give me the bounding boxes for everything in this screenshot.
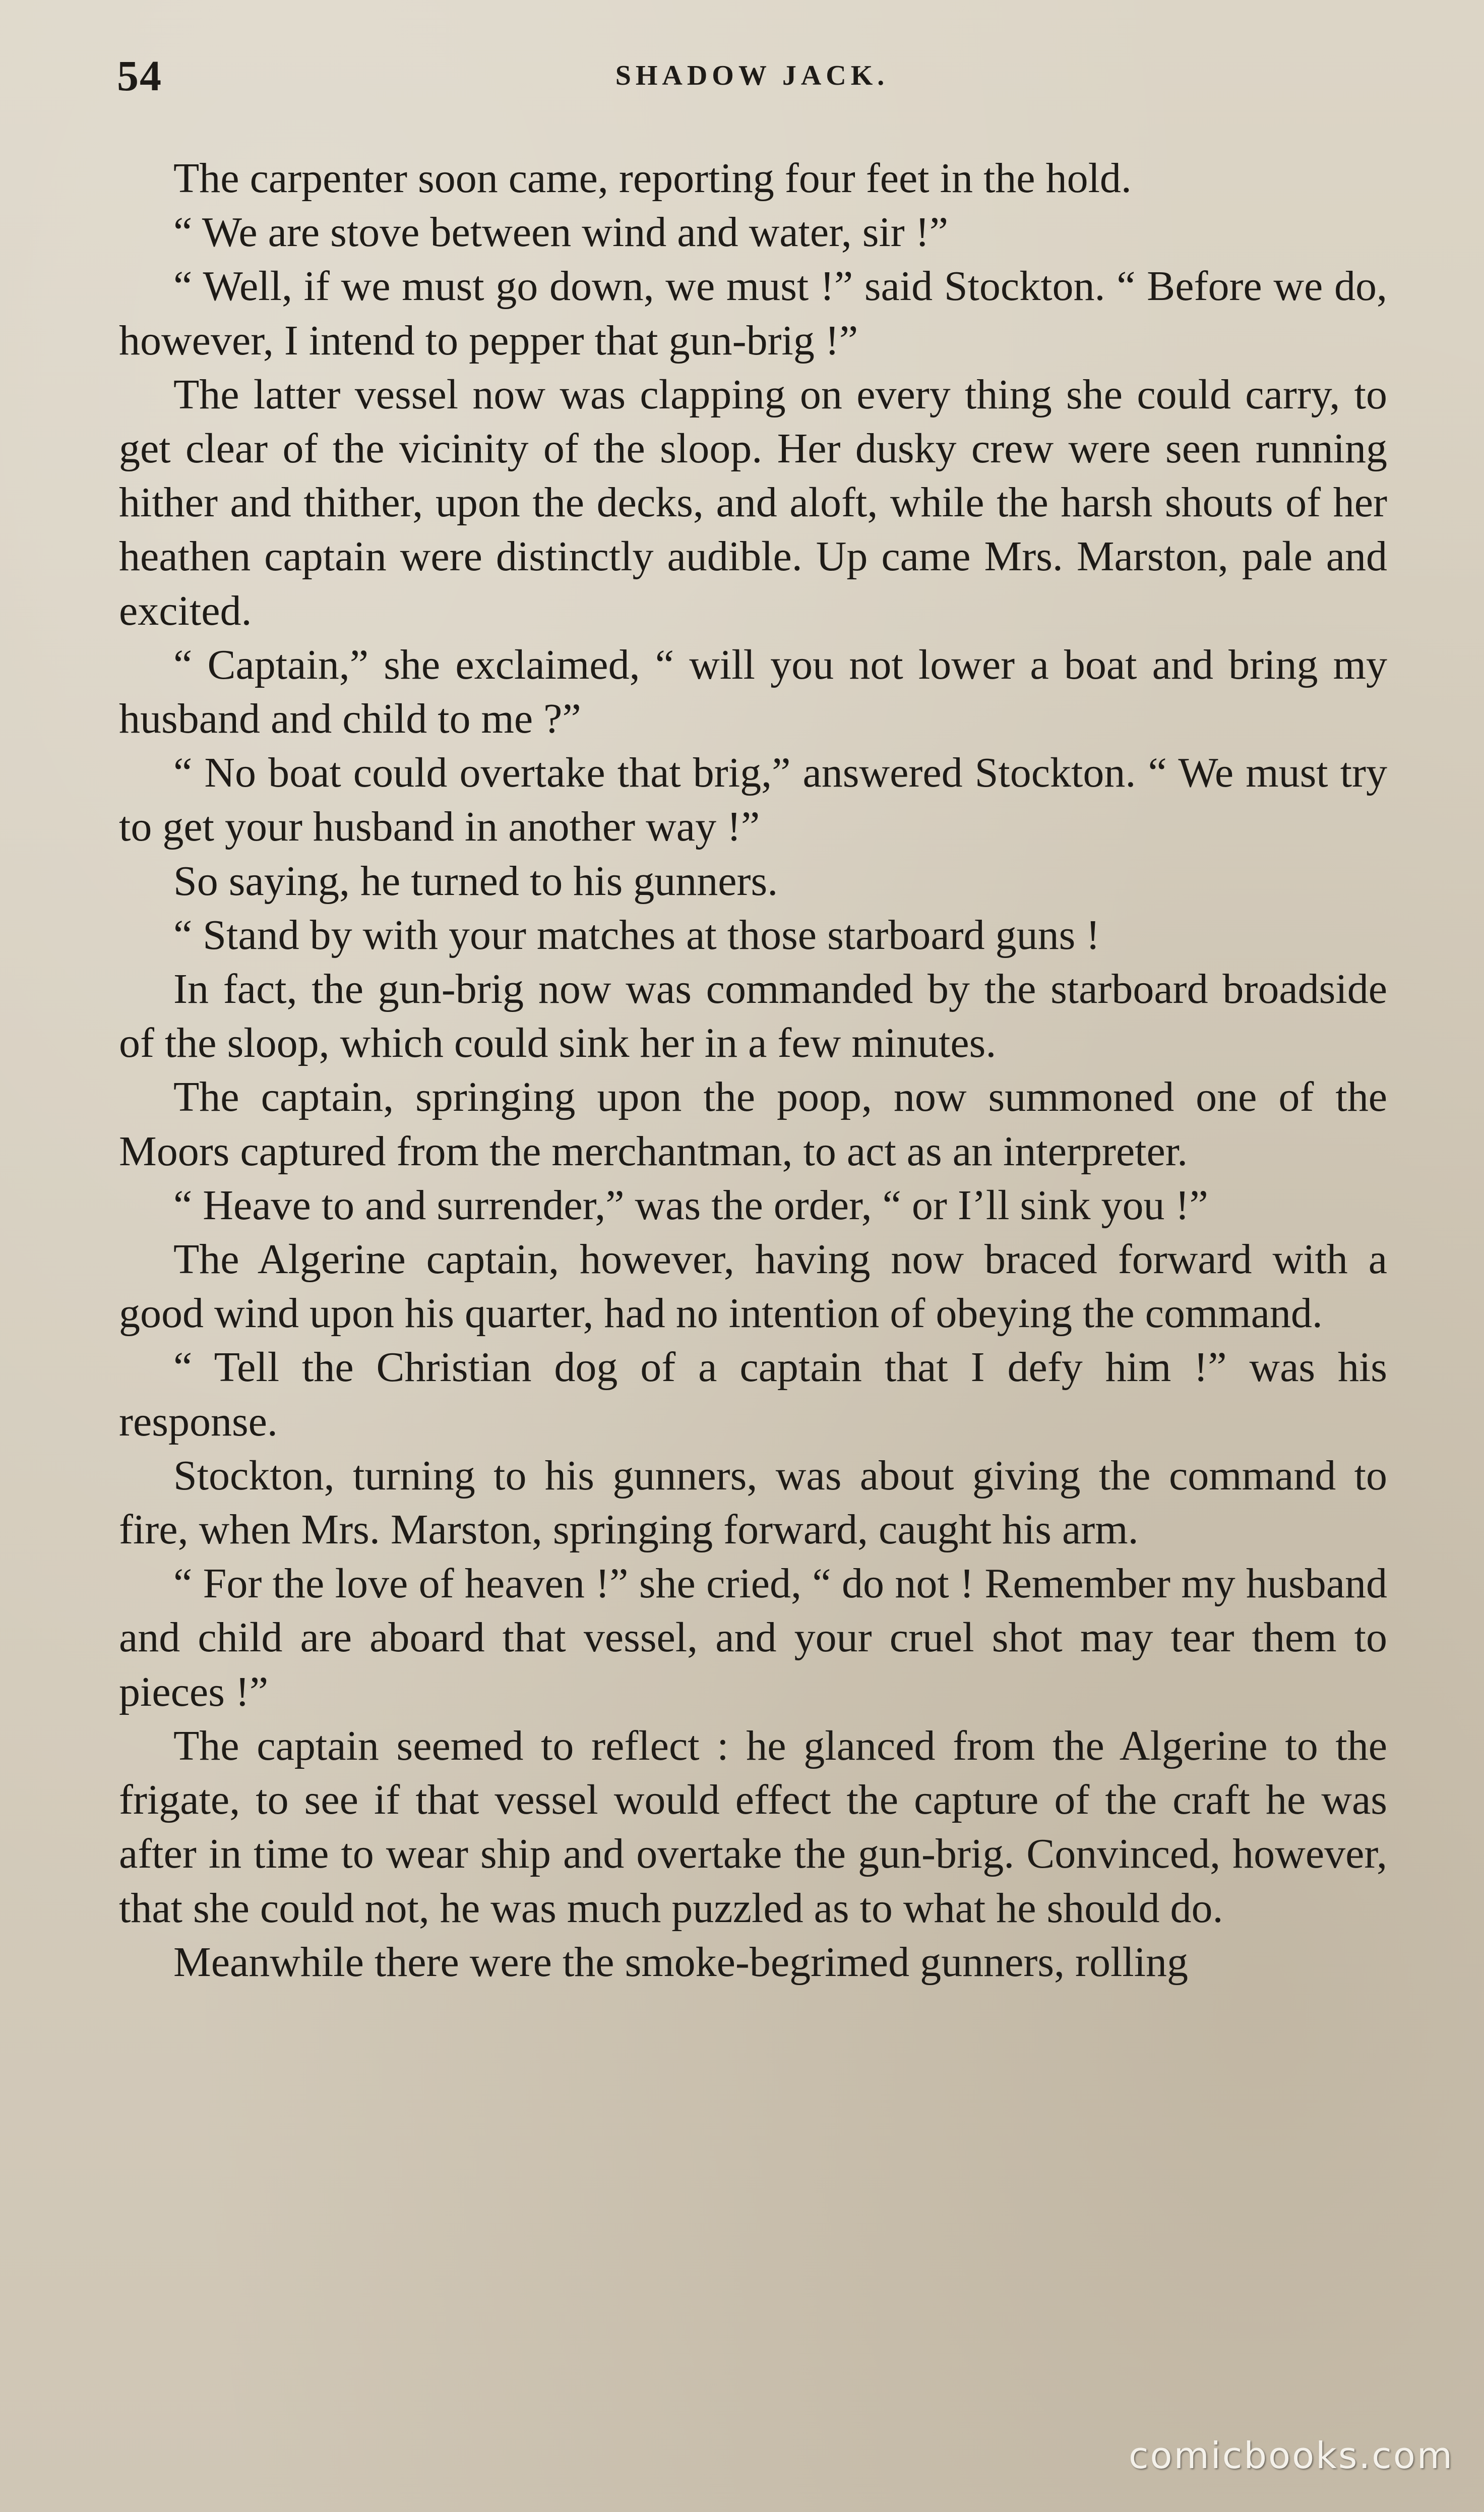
paragraph: “ We are stove between wind and water, sir !” — [173, 209, 949, 256]
body-text — [119, 151, 1387, 1989]
paragraph: Stockton, turning to his gunners, was about giving the command to fire, when Mrs. Marston, springing forward, caught his arm. — [119, 1452, 1387, 1553]
running-title: SHADOW JACK. — [615, 60, 889, 91]
paragraph: Meanwhile there were the smoke-begrimed gunners, rolling — [173, 1938, 1189, 1986]
paragraph: The carpenter soon came, reporting four feet in the hold. — [173, 155, 1132, 202]
paragraph: “ Stand by with your matches at those starboard guns ! — [173, 911, 1100, 959]
paragraph: So saying, he turned to his gunners. — [173, 857, 778, 905]
paragraph: The captain, springing upon the poop, now summoned one of the Moors captured from the merchantman, to act as an interpreter. — [119, 1073, 1387, 1175]
page-header — [117, 48, 1387, 103]
paragraph: The Algerine captain, however, having now braced forward with a good wind upon his quarter, had no intention of obeying the command. — [119, 1236, 1387, 1337]
paragraph: “ Well, if we must go down, we must !” said Stockton. “ Before we do, however, I intend to pepper that gun-brig !” — [119, 263, 1387, 364]
paragraph: The captain seemed to reflect : he glanced from the Algerine to the frigate, to see if that vessel would effect the capture of the craft he was after in time to wear ship and overtake the gun-brig. Convinced, however, that she could not, he was much puzzled as to what he should do. — [119, 1722, 1387, 1932]
paragraph: In fact, the gun-brig now was commanded by the starboard broadside of the sloop, which could sink her in a few minutes. — [119, 966, 1387, 1067]
paragraph: “ Tell the Christian dog of a captain that I defy him !” was his response. — [119, 1344, 1387, 1445]
paragraph: “ For the love of heaven !” she cried, “ do not ! Remember my husband and child are aboard that vessel, and your cruel shot may tear them to pieces !” — [119, 1560, 1387, 1715]
watermark-text: comicbooks.com — [1128, 2434, 1454, 2477]
paragraph: “ No boat could overtake that brig,” answered Stockton. “ We must try to get your husband in another way !” — [119, 749, 1387, 851]
paragraph: “ Heave to and surrender,” was the order, “ or I’ll sink you !” — [173, 1181, 1208, 1229]
paragraph: “ Captain,” she exclaimed, “ will you not lower a boat and bring my husband and child to me ?” — [119, 641, 1387, 743]
page-number: 54 — [117, 51, 162, 100]
paragraph: The latter vessel now was clapping on every thing she could carry, to get clear of the vicinity of the sloop. Her dusky crew were seen running hither and thither, upon the decks, and aloft, while the harsh shouts of her heathen captain were distinctly audible. Up came Mrs. Marston, pale and excited. — [119, 371, 1387, 634]
